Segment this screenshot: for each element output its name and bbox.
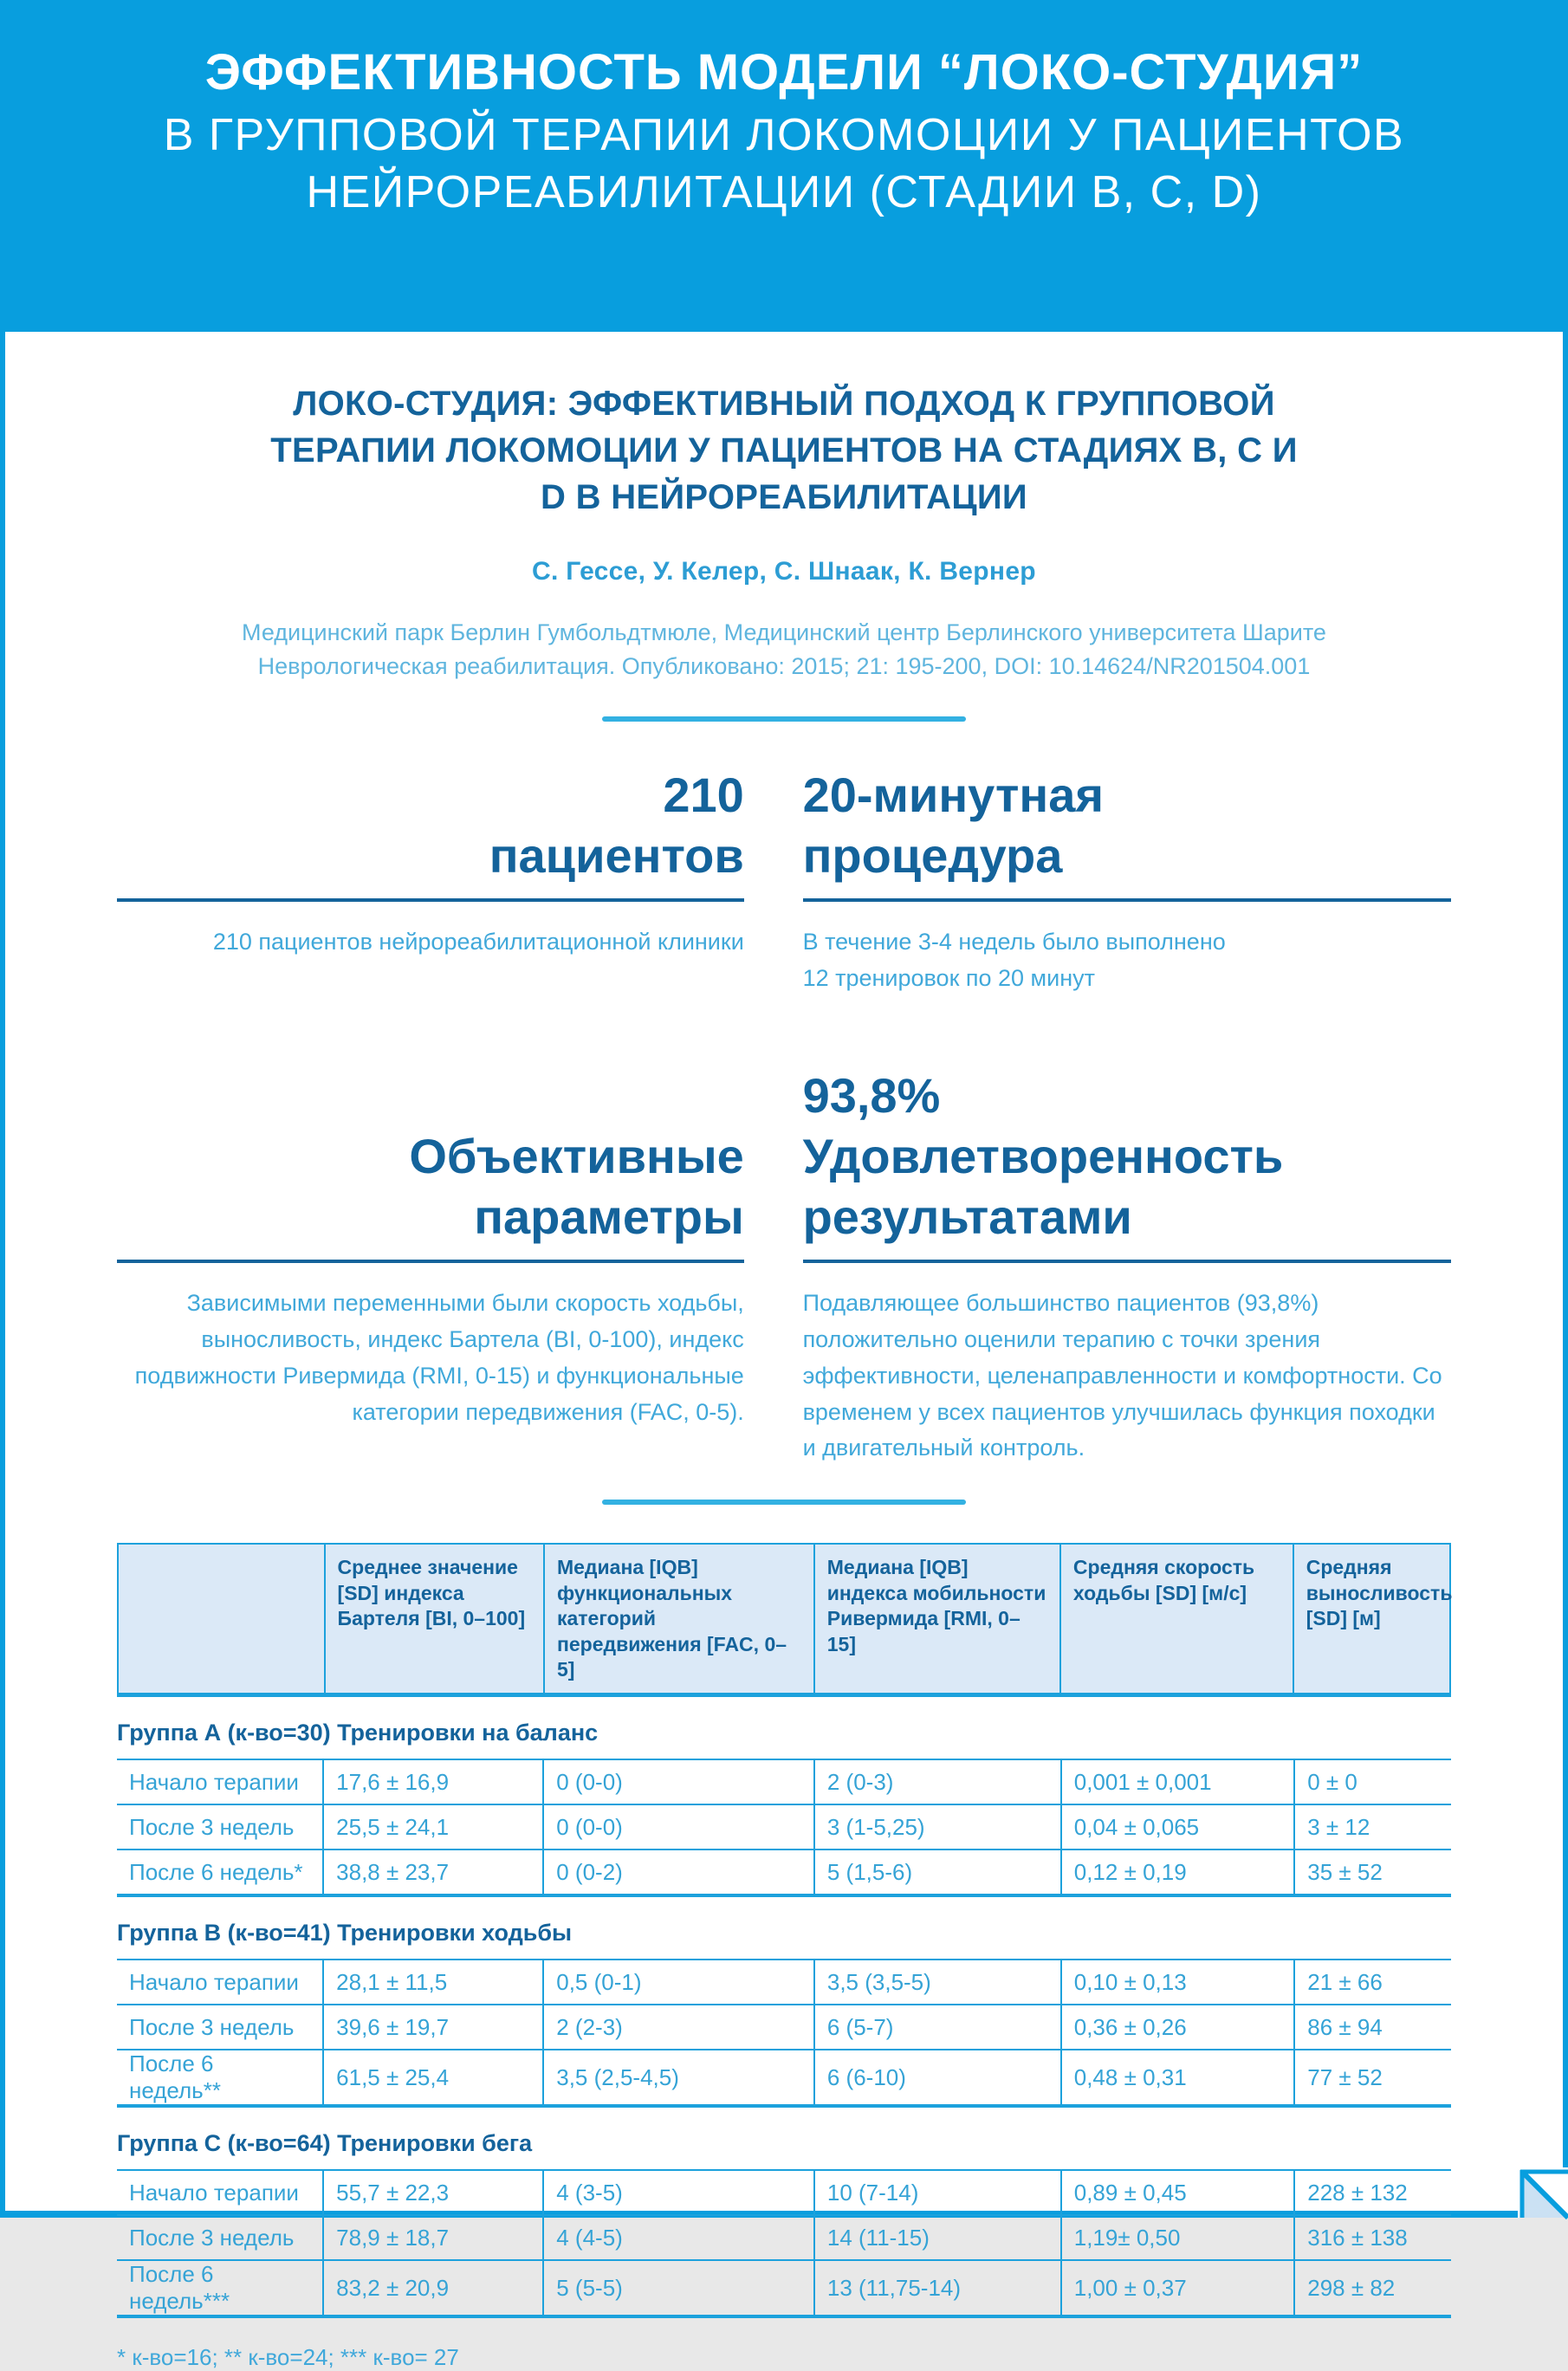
page-corner-fold-icon (1518, 2167, 1568, 2218)
stat-parameters-caption: Зависимыми переменными были скорость ходьбы, выносливость, индекс Бартела (BI, 0-100), индекс подвижности Ривермида (RMI, 0-15) и функциональные категории передвижения (FAC, 0-5). (134, 1289, 744, 1425)
affiliation-line2: Неврологическая реабилитация. Опубликовано: 2015; 21: 195-200, DOI: 10.14624/NR201504.001 (257, 653, 1311, 680)
cell-barthel: 38,8 ± 23,7 (322, 1850, 542, 1894)
row-label: Начало терапии (129, 1768, 299, 1795)
banner-title-line1: ЭФФЕКТИВНОСТЬ МОДЕЛИ “ЛОКО-СТУДИЯ” (204, 44, 1364, 100)
table-header-rmi: Медиана [IQB] индекса мобильности Ривермида [RMI, 0–15] (813, 1545, 1059, 1693)
cell-barthel: 61,5 ± 25,4 (322, 2050, 542, 2104)
row-label: Начало терапии (129, 1968, 299, 1995)
cell-speed: 1,00 ± 0,37 (1060, 2261, 1294, 2315)
cell-rmi: 3 (1-5,25) (813, 1805, 1060, 1849)
cell-speed: 0,48 ± 0,31 (1060, 2050, 1294, 2104)
group-b-body (117, 1959, 1451, 2108)
stat-patients (117, 748, 744, 997)
cell-barthel: 39,6 ± 19,7 (322, 2005, 542, 2049)
group-a-body (117, 1759, 1451, 1897)
cell-barthel: 17,6 ± 16,9 (322, 1760, 542, 1804)
table-header-empty (119, 1545, 324, 1693)
row-label: После 3 недель (129, 1813, 295, 1840)
table-group-b (117, 1920, 1451, 2108)
cell-endurance: 228 ± 132 (1293, 2171, 1451, 2214)
cell-speed: 0,36 ± 0,26 (1060, 2005, 1294, 2049)
stat-procedure-heading-line1: 20-минутная (802, 768, 1105, 823)
content-sheet (5, 332, 1563, 2371)
cell-fac: 5 (5-5) (542, 2261, 813, 2315)
table-row (117, 1960, 1451, 2004)
affiliation-line1: Медицинский парк Берлин Гумбольдтмюле, Медицинский центр Берлинского университета Шарите (242, 619, 1326, 645)
row-label: После 3 недель (129, 2013, 295, 2040)
stat-satisfaction-underline (803, 1260, 1451, 1263)
stat-parameters (117, 1044, 744, 1467)
table-footnote: * к-во=16; ** к-во=24; *** к-во= 27 (117, 2344, 459, 2371)
table-row (117, 2171, 1451, 2214)
cell-fac: 4 (4-5) (542, 2216, 813, 2259)
group-a-title: Группа А (к-во=30) Тренировки на баланс (117, 1720, 599, 1746)
stat-procedure-caption-line1: В течение 3-4 недель было выполнено (802, 929, 1226, 956)
cell-speed: 0,12 ± 0,19 (1060, 1850, 1294, 1894)
cell-barthel: 25,5 ± 24,1 (322, 1805, 542, 1849)
table-header-row (117, 1543, 1451, 1697)
cell-barthel: 83,2 ± 20,9 (322, 2261, 542, 2315)
cell-endurance: 0 ± 0 (1293, 1760, 1451, 1804)
table-row (117, 2004, 1451, 2049)
stat-patients-heading-line1: 210 (663, 768, 744, 823)
section-divider-bottom (602, 1500, 966, 1505)
table-row (117, 2259, 1451, 2315)
cell-rmi: 2 (0-3) (813, 1760, 1060, 1804)
table-header-barthel: Среднее значение [SD] индекса Бартеля [BI, 0–100] (324, 1545, 543, 1693)
stat-procedure-caption (803, 924, 1226, 997)
table-row (117, 1849, 1451, 1894)
cell-fac: 3,5 (2,5-4,5) (542, 2050, 813, 2104)
stat-patients-heading (489, 748, 744, 886)
stat-patients-caption: 210 пациентов нейрореабилитационной клиники (212, 929, 744, 956)
cell-rmi: 6 (6-10) (813, 2050, 1060, 2104)
cell-endurance: 35 ± 52 (1293, 1850, 1451, 1894)
stat-satisfaction (803, 1044, 1451, 1467)
stat-satisfaction-heading-line3: результатами (802, 1189, 1132, 1244)
cell-rmi: 13 (11,75-14) (813, 2261, 1060, 2315)
table-row (117, 1760, 1451, 1804)
cell-speed: 0,89 ± 0,45 (1060, 2171, 1294, 2214)
cell-barthel: 78,9 ± 18,7 (322, 2216, 542, 2259)
row-label: После 3 недель (129, 2224, 295, 2251)
cell-endurance: 298 ± 82 (1293, 2261, 1451, 2315)
table-row (117, 2214, 1451, 2259)
banner (0, 0, 1568, 332)
stat-parameters-underline (117, 1260, 744, 1263)
cell-rmi: 3,5 (3,5-5) (813, 1960, 1060, 2004)
cell-barthel: 28,1 ± 11,5 (322, 1960, 542, 2004)
authors-line: С. Гессе, У. Келер, С. Шнаак, К. Вернер (532, 557, 1036, 586)
group-c-title: Группа С (к-во=64) Тренировки бега (117, 2130, 533, 2157)
cell-fac: 4 (3-5) (542, 2171, 813, 2214)
cell-rmi: 14 (11-15) (813, 2216, 1060, 2259)
row-label: Начало терапии (129, 2179, 299, 2206)
cell-barthel: 55,7 ± 22,3 (322, 2171, 542, 2214)
stat-procedure (803, 748, 1451, 997)
affiliation-block (117, 616, 1451, 683)
cell-fac: 0,5 (0-1) (542, 1960, 813, 2004)
cell-endurance: 21 ± 66 (1293, 1960, 1451, 2004)
cell-endurance: 86 ± 94 (1293, 2005, 1451, 2049)
cell-endurance: 77 ± 52 (1293, 2050, 1451, 2104)
stats-row-1 (117, 748, 1451, 997)
stat-satisfaction-caption: Подавляющее большинство пациентов (93,8%) положительно оценили терапию с точки зрения эффективности, целенаправленности и комфортности. Со временем у всех пациентов улучшилась функция походки и двигательный контроль. (802, 1289, 1442, 1461)
table-group-c (117, 2130, 1451, 2318)
banner-title-line2: В ГРУППОВОЙ ТЕРАПИИ ЛОКОМОЦИИ У ПАЦИЕНТОВ (163, 109, 1405, 160)
article-title: ЛОКО-СТУДИЯ: ЭФФЕКТИВНЫЙ ПОДХОД К ГРУППОВОЙ ТЕРАПИИ ЛОКОМОЦИИ У ПАЦИЕНТОВ НА СТАДИЯХ B, C И D В НЕЙРОРЕАБИЛИТАЦИИ (270, 385, 1298, 516)
row-label: После 6 недель* (129, 1858, 303, 1885)
cell-fac: 2 (2-3) (542, 2005, 813, 2049)
table-header-endurance: Средняя выносливость [SD] [м] (1293, 1545, 1449, 1693)
cell-endurance: 316 ± 138 (1293, 2216, 1451, 2259)
section-divider-top (602, 716, 966, 722)
cell-endurance: 3 ± 12 (1293, 1805, 1451, 1849)
cell-fac: 0 (0-0) (542, 1760, 813, 1804)
cell-fac: 0 (0-0) (542, 1805, 813, 1849)
group-b-title: Группа В (к-во=41) Тренировки ходьбы (117, 1920, 573, 1947)
row-label: После 6 недель*** (129, 2261, 230, 2315)
table-header-fac: Медиана [IQB] функциональных категорий передвижения [FAC, 0–5] (543, 1545, 813, 1693)
stat-patients-heading-line2: пациентов (489, 828, 744, 884)
cell-rmi: 5 (1,5-6) (813, 1850, 1060, 1894)
cell-speed: 0,04 ± 0,065 (1060, 1805, 1294, 1849)
cell-speed: 0,001 ± 0,001 (1060, 1760, 1294, 1804)
banner-title-line3: НЕЙРОРЕАБИЛИТАЦИИ (СТАДИИ B, C, D) (306, 166, 1262, 217)
stat-parameters-heading (409, 1044, 743, 1247)
cell-rmi: 6 (5-7) (813, 2005, 1060, 2049)
stat-parameters-heading-line1: Объективные (409, 1128, 744, 1183)
table-header-speed: Средняя скорость ходьбы [SD] [м/с] (1059, 1545, 1293, 1693)
stat-parameters-heading-line2: параметры (474, 1189, 744, 1244)
stat-procedure-heading (803, 748, 1105, 886)
stat-procedure-underline (803, 898, 1451, 902)
stat-satisfaction-heading-line2: Удовлетворенность (802, 1128, 1284, 1183)
stat-satisfaction-heading (803, 1044, 1284, 1247)
table-row (117, 1804, 1451, 1849)
stats-row-2 (117, 1044, 1451, 1467)
cell-speed: 1,19± 0,50 (1060, 2216, 1294, 2259)
table-group-a (117, 1720, 1451, 1897)
stat-procedure-heading-line2: процедура (802, 828, 1063, 884)
stat-satisfaction-heading-line1: 93,8% (802, 1067, 941, 1123)
cell-fac: 0 (0-2) (542, 1850, 813, 1894)
cell-rmi: 10 (7-14) (813, 2171, 1060, 2214)
row-label: После 6 недель** (129, 2050, 221, 2104)
results-table (117, 1543, 1451, 2371)
table-row (117, 2049, 1451, 2104)
stat-procedure-caption-line2: 12 тренировок по 20 минут (802, 965, 1095, 992)
group-c-body (117, 2169, 1451, 2318)
stat-patients-underline (117, 898, 744, 902)
cell-speed: 0,10 ± 0,13 (1060, 1960, 1294, 2004)
